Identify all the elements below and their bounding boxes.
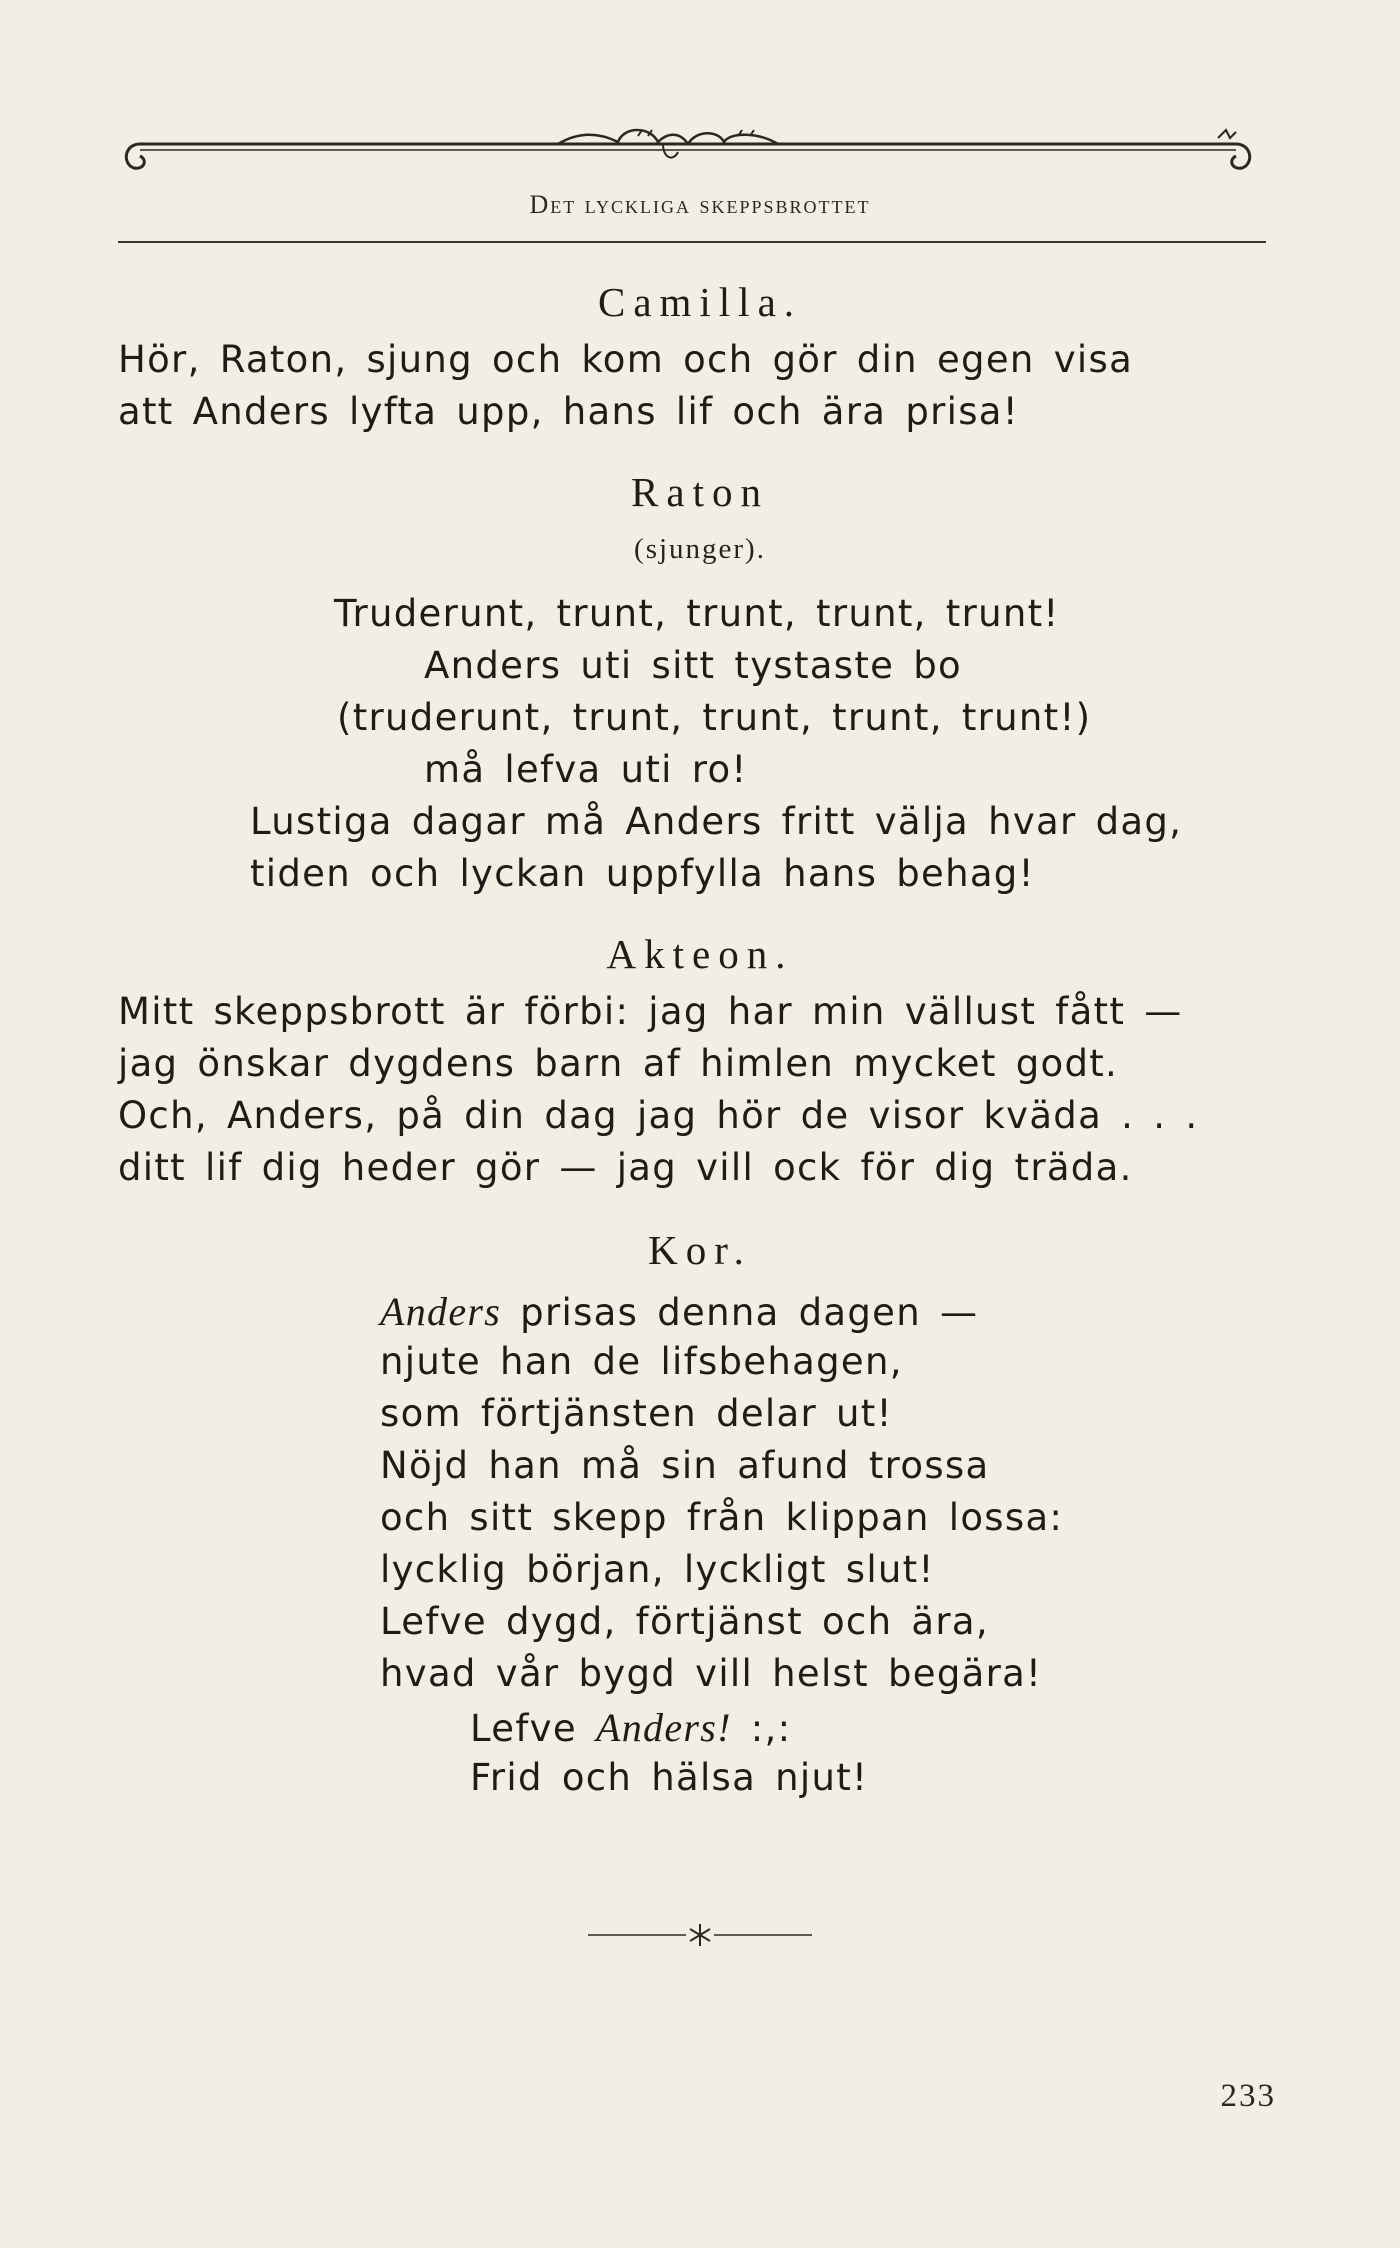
verse-line: tiden och lyckan uppfylla hans behag! xyxy=(250,852,1035,895)
verse-line: och sitt skepp från klippan lossa: xyxy=(380,1496,1064,1539)
speaker-kor: Kor. xyxy=(648,1227,752,1273)
asterisk-divider-icon xyxy=(588,1920,812,1950)
name-emphasis: Anders! xyxy=(595,1705,732,1750)
verse-line: Anders prisas denna dagen — xyxy=(380,1289,979,1334)
speaker-akteon: Akteon. xyxy=(606,931,794,977)
scrollwork-ornament xyxy=(118,128,1258,190)
speaker-camilla: Camilla. xyxy=(597,279,803,325)
verse-line: Frid och hälsa njut! xyxy=(470,1756,869,1799)
speaker-raton: Raton xyxy=(631,469,769,515)
stage-direction: (sjunger). xyxy=(634,533,766,565)
verse-line: Nöjd han må sin afund trossa xyxy=(380,1444,990,1487)
verse-line: hvad vår bygd vill helst begära! xyxy=(380,1652,1043,1695)
verse-line: som förtjänsten delar ut! xyxy=(380,1392,893,1435)
verse-line: Lefve dygd, förtjänst och ära, xyxy=(380,1600,989,1643)
verse-line: Truderunt, trunt, trunt, trunt, trunt! xyxy=(334,592,1060,635)
running-title: Det lyckliga skeppsbrottet xyxy=(529,190,871,219)
verse-line: Lefve Anders! :,: xyxy=(470,1705,792,1750)
verse-line: Mitt skeppsbrott är förbi: jag har min vällust fått — xyxy=(118,990,1183,1033)
page-number: 233 xyxy=(1220,2078,1276,2114)
verse-line: Hör, Raton, sjung och kom och gör din egen visa xyxy=(118,338,1134,381)
verse-line: Lustiga dagar må Anders fritt välja hvar dag, xyxy=(250,800,1183,843)
verse-line: lycklig början, lyckligt slut! xyxy=(380,1548,935,1591)
name-emphasis: Anders xyxy=(380,1289,502,1334)
verse-line: må lefva uti ro! xyxy=(424,748,748,791)
verse-line: Anders uti sitt tystaste bo xyxy=(424,644,962,687)
verse-line: ditt lif dig heder gör — jag vill ock för dig träda. xyxy=(118,1146,1133,1189)
verse-line: (truderunt, trunt, trunt, trunt, trunt!) xyxy=(337,696,1092,739)
verse-line: jag önskar dygdens barn af himlen mycket godt. xyxy=(118,1042,1119,1085)
header-rule xyxy=(118,241,1266,243)
verse-line: Och, Anders, på din dag jag hör de visor kväda . . . xyxy=(118,1094,1199,1137)
verse-line: att Anders lyfta upp, hans lif och ära prisa! xyxy=(118,390,1019,433)
verse-line: njute han de lifsbehagen, xyxy=(380,1340,903,1383)
